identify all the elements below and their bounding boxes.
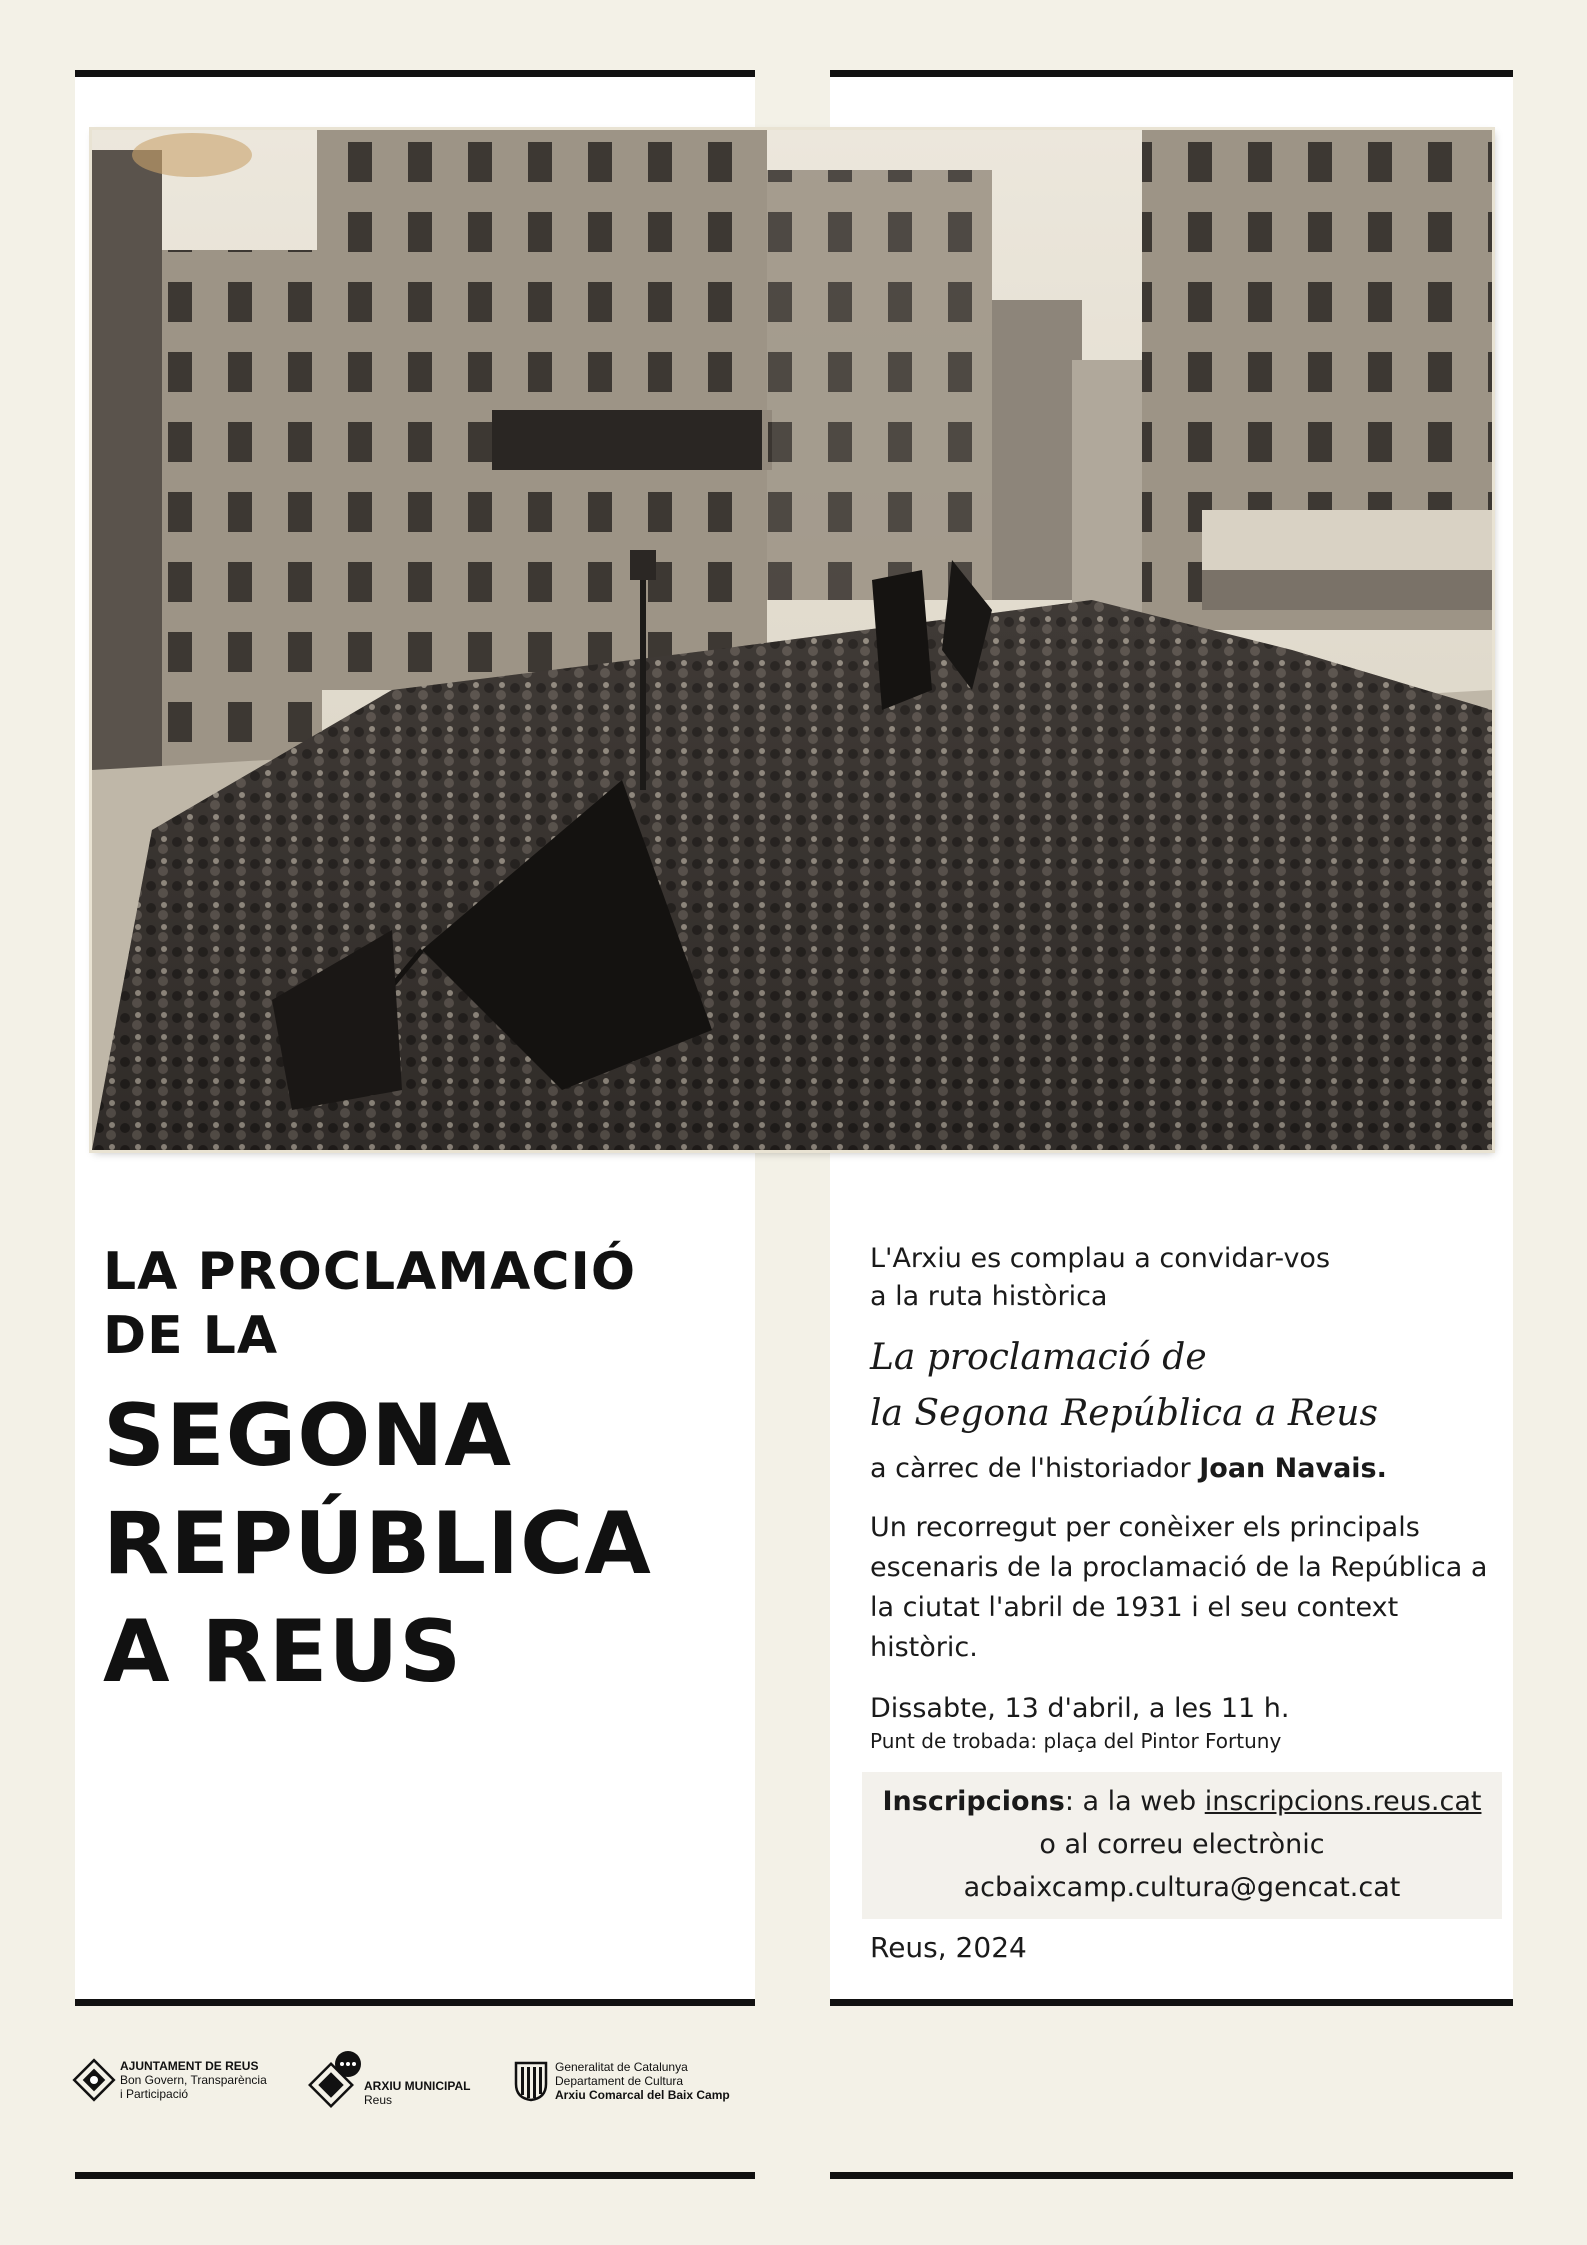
registration-web-link[interactable]: inscripcions.reus.cat — [1204, 1786, 1482, 1817]
registration-email-link[interactable]: acbaixcamp.cultura@gencat.cat — [963, 1872, 1401, 1903]
generalitat-line-2: Departament de Cultura — [555, 2074, 684, 2088]
event-title — [103, 1240, 743, 1706]
arxiu-emblem-icon — [308, 2050, 362, 2110]
arxiu-city: Reus — [364, 2093, 393, 2107]
generalitat-logo — [513, 2060, 730, 2102]
ajuntament-dept-1: Bon Govern, Transparència — [120, 2073, 267, 2087]
event-date: Dissabte, 13 d'abril, a les 11 h. — [870, 1693, 1290, 1724]
registration-text: : a la web — [1064, 1786, 1197, 1817]
title-line-3: SEGONA — [103, 1386, 512, 1486]
generalitat-line-3: Arxiu Comarcal del Baix Camp — [555, 2088, 730, 2102]
ajuntament-dept-2: i Participació — [120, 2087, 189, 2101]
generalitat-line-1: Generalitat de Catalunya — [555, 2060, 688, 2074]
ajuntament-name: AJUNTAMENT DE REUS — [120, 2059, 259, 2073]
description: Un recorregut per conèixer els principals escenaris de la proclamació de la República a la ciutat l'abril de 1931 i el seu context històric. — [870, 1512, 1488, 1663]
registration-label: Inscripcions — [882, 1786, 1065, 1817]
ajuntament-emblem-icon — [72, 2058, 116, 2102]
meeting-point: Punt de trobada: plaça del Pintor Fortuny — [870, 1729, 1282, 1753]
route-title-line-1: La proclamació de — [870, 1337, 1207, 1378]
registration-box — [862, 1772, 1502, 1919]
arxiu-municipal-logo — [308, 2050, 470, 2110]
title-line-5: A REUS — [103, 1602, 463, 1702]
arxiu-name: ARXIU MUNICIPAL — [364, 2079, 471, 2093]
intro-line-1: L'Arxiu es complau a convidar-vos — [870, 1243, 1331, 1274]
title-line-4: REPÚBLICA — [103, 1494, 652, 1594]
top-rule-right — [830, 70, 1513, 77]
top-rule-left — [75, 70, 755, 77]
footer-rule-left — [75, 2172, 755, 2179]
author-name: Joan Navais. — [1199, 1453, 1387, 1484]
generalitat-emblem-icon — [513, 2060, 549, 2102]
event-info — [870, 1240, 1490, 1967]
registration-or-email: o al correu electrònic — [1039, 1829, 1325, 1860]
author-prefix: a càrrec de l'historiador — [870, 1453, 1191, 1484]
route-title-line-2: la Segona República a Reus — [870, 1393, 1378, 1434]
bottom-rule-right — [830, 1999, 1513, 2006]
title-line-2: DE LA — [103, 1306, 279, 1366]
historic-photo — [92, 130, 1492, 1150]
bottom-rule-left — [75, 1999, 755, 2006]
place-year: Reus, 2024 — [870, 1931, 1027, 1964]
footer-rule-right — [830, 2172, 1513, 2179]
ajuntament-logo — [72, 2058, 267, 2102]
title-line-1: LA PROCLAMACIÓ — [103, 1242, 637, 1302]
intro-line-2: a la ruta històrica — [870, 1281, 1108, 1312]
author — [870, 1450, 1490, 1488]
route-title — [870, 1330, 1490, 1442]
